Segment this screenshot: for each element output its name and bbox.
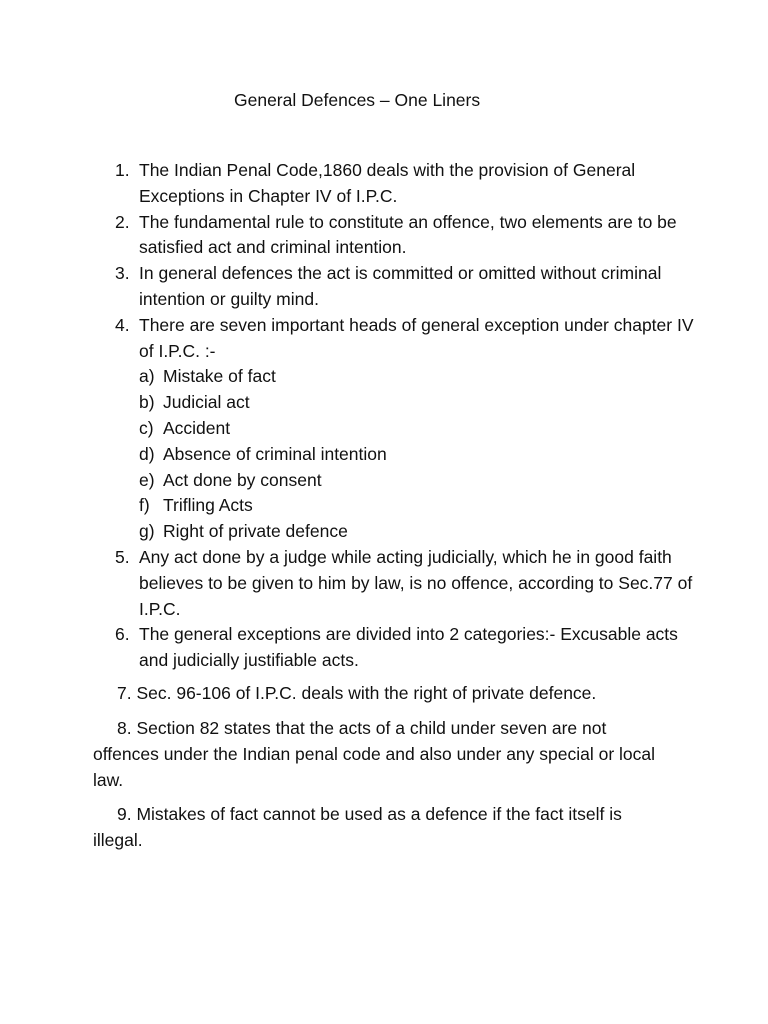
list-item [115, 210, 699, 262]
sub-list-text: Mistake of fact [163, 366, 276, 387]
sub-list-letter: b) [139, 392, 155, 413]
sub-list-text: Accident [163, 417, 231, 438]
sub-list-letter: d) [139, 443, 155, 464]
list-item-text: The Indian Penal Code,1860 deals with the provision of General Exceptions in Chapter IV of I.P.C. [139, 160, 636, 206]
sub-list [139, 364, 699, 545]
sub-list-item [139, 493, 699, 519]
list-item-text: The general exceptions are divided into 2 categories:- Excusable acts and judicially justifiable acts. [139, 624, 678, 671]
list-item-number: 2. [115, 211, 130, 232]
sub-list-item [139, 364, 699, 390]
list-item [115, 158, 699, 210]
list-item-number: 1. [115, 160, 130, 180]
sub-list-item [139, 390, 699, 416]
sub-list-text: Absence of criminal intention [163, 443, 387, 464]
list-item-text: Any act done by a judge while acting judicially, which he in good faith believes to be given to him by law, is no offence, according to Sec.77 of I.P.C. [139, 546, 693, 619]
list-item-number: 5. [115, 546, 130, 567]
paragraph-8: 8. Section 82 states that the acts of a child under seven are not offences under the Indian penal code and also under any special or local law. [93, 718, 656, 790]
sub-list-item [139, 468, 699, 494]
sub-list-letter: a) [139, 366, 155, 387]
list-item-number: 3. [115, 263, 130, 284]
list-item [115, 545, 699, 622]
paragraph-9: 9. Mistakes of fact cannot be used as a defence if the fact itself is illegal. [93, 804, 622, 850]
list-item [115, 313, 699, 545]
sub-list-text: Act done by consent [163, 469, 322, 490]
sub-list-letter: f) [139, 495, 150, 516]
sub-list-letter: g) [139, 521, 155, 542]
list-item-text: There are seven important heads of general exception under chapter IV of I.P.C. :- [139, 314, 694, 361]
list-item-text: The fundamental rule to constitute an offence, two elements are to be satisfied act and criminal intention. [139, 211, 677, 258]
sub-list-text: Trifling Acts [163, 495, 253, 516]
sub-list-item [139, 519, 699, 545]
list-item [115, 261, 699, 313]
sub-list-item [139, 442, 699, 468]
paragraph-7: 7. Sec. 96-106 of I.P.C. deals with the right of private defence. [117, 683, 597, 703]
sub-list-item [139, 416, 699, 442]
sub-list-letter: e) [139, 469, 155, 490]
sub-list-letter: c) [139, 417, 154, 438]
list-item-number: 6. [115, 624, 130, 645]
numbered-list [115, 158, 699, 674]
page-title: General Defences – One Liners [234, 90, 481, 110]
list-item [115, 622, 699, 674]
list-item-text: In general defences the act is committed or omitted without criminal intention or guilty mind. [139, 263, 662, 309]
list-item-number: 4. [115, 314, 130, 335]
sub-list-text: Right of private defence [163, 521, 348, 542]
sub-list-text: Judicial act [163, 392, 250, 413]
